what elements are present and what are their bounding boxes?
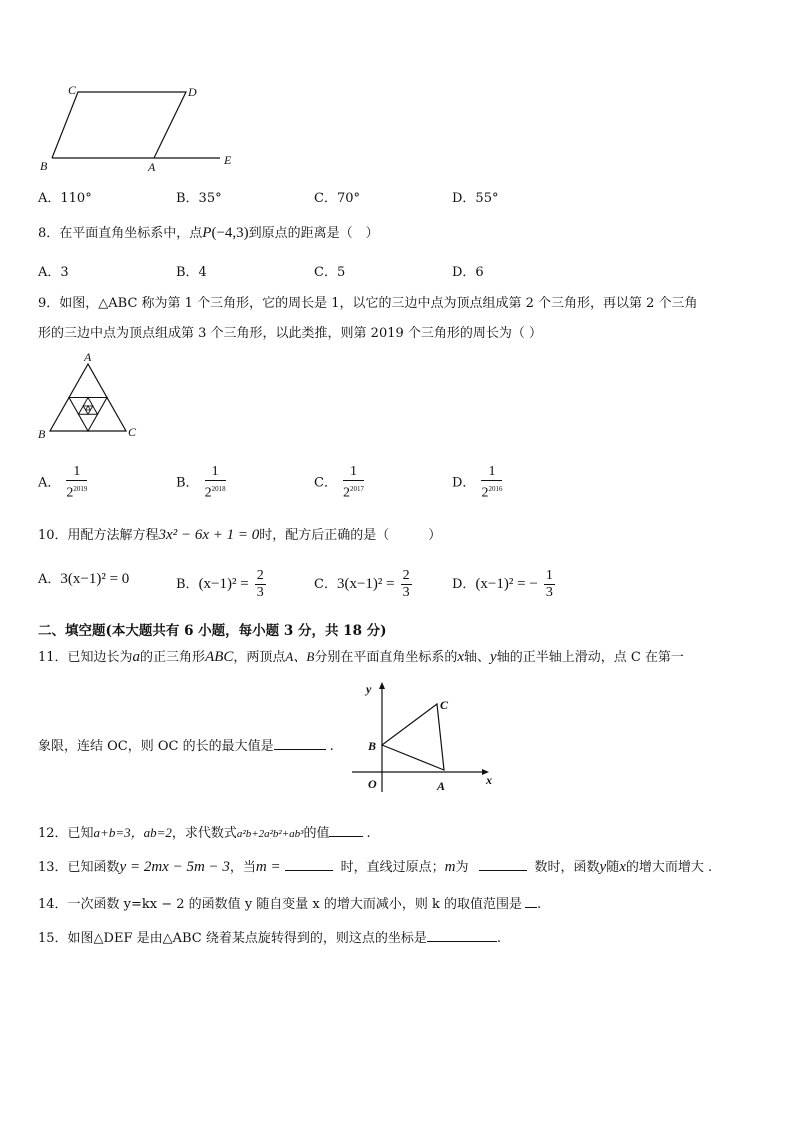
q11-text-g: 分别在平面直角坐标系的 [314, 650, 458, 665]
q15-answer-blank[interactable] [427, 929, 497, 942]
q8-text: 8．在平面直角坐标系中，点 [38, 226, 203, 241]
q13-text-mid2: 时，直线过原点； [340, 860, 445, 875]
q10-option-b-label: B． [176, 577, 199, 592]
q9-option-c [314, 464, 364, 502]
q11-text-c: 的正三角形 [140, 650, 206, 665]
q13-text-mid4: 数时，函数 [534, 860, 600, 875]
q8-point-coords: (−4,3) [211, 225, 249, 241]
question-10 [38, 524, 441, 544]
q8-text-end: 到原点的距离是（ ） [248, 226, 379, 241]
q11-text-a: 11．已知边长为 [38, 650, 133, 665]
q13-var-y: y [599, 859, 607, 875]
q11-line-1 [38, 646, 684, 666]
q15-end: . [496, 931, 502, 946]
q9-option-c-fraction [343, 464, 364, 502]
question-8 [38, 222, 379, 242]
q13-text-mid1: ，当 [229, 860, 256, 875]
q12-expression: a²b+2a²b²+ab³ [236, 828, 304, 840]
q10-option-a-expr: 3(x−1)² = 0 [60, 571, 130, 587]
q13-function: y = 2mx − 5m − 3 [119, 859, 230, 875]
label-e: E [224, 153, 232, 167]
q11-line-2-text: 象限，连结 OC，则 OC 的长的最大值是 [38, 739, 274, 754]
q12-end: . [366, 826, 371, 841]
q13-answer-blank-1[interactable] [285, 858, 333, 871]
q9-line-1: 9．如图，△ABC 称为第 1 个三角形，它的周长是 1，以它的三边中点为顶点组成第 2 个三角形，再以第 2 个三角 [38, 296, 698, 311]
q9-option-d-base: 2 [481, 485, 489, 501]
q10-text: 10．用配方法解方程 [38, 528, 159, 543]
q11-end: . [329, 739, 334, 754]
q9-option-c-base: 2 [342, 485, 350, 501]
q10-option-a [38, 568, 129, 588]
q9-option-d-exp: 2016 [488, 485, 503, 493]
q8-option-b: B．4 [176, 265, 207, 280]
q10-option-d-num: 1 [545, 568, 553, 583]
q9-option-c-exp: 2017 [349, 485, 364, 493]
label-y: y [366, 682, 372, 696]
q9-option-b [176, 464, 226, 502]
q12-text-mid: ，求代数式 [171, 826, 237, 841]
q10-option-a-label: A． [38, 572, 61, 587]
q10-option-c [314, 568, 412, 601]
question-12 [38, 822, 371, 841]
q10-option-b [176, 568, 266, 601]
q8-option-d: D．6 [452, 265, 484, 280]
q9-option-a [38, 464, 87, 502]
label-c: C [68, 83, 77, 97]
question-15 [38, 927, 501, 946]
question-14 [38, 893, 541, 912]
q11-text-i: 轴、 [464, 650, 491, 665]
triangle-5 [86, 406, 91, 410]
q12-condition: a+b=3，ab=2 [93, 825, 172, 840]
q10-option-c-den: 3 [402, 585, 410, 600]
q9-option-b-exp: 2018 [211, 485, 226, 493]
q11-text-k: 轴的正半轴上滑动，点 C 在第一 [496, 650, 684, 665]
q9-option-b-label: B． [176, 475, 199, 491]
q10-option-d-den: 3 [545, 585, 553, 600]
q11-line-2 [38, 735, 334, 754]
q8-option-c: C．5 [314, 265, 346, 280]
parallelogram-figure [30, 78, 250, 174]
label-a: A [437, 779, 446, 793]
q9-option-d [452, 464, 502, 502]
label-d: D [188, 85, 197, 99]
q13-text-post: 的增大而增大 . [625, 860, 713, 875]
q10-option-c-num: 2 [402, 568, 410, 583]
q14-end: . [537, 897, 542, 912]
q11-var-abc: ABC [205, 649, 234, 665]
triangle-abc [382, 704, 444, 770]
q7-option-a: A．110° [38, 191, 92, 206]
q13-text-mid5: 随 [606, 860, 620, 875]
q13-text-mid3: 为 [455, 860, 469, 875]
q10-option-d-expr: (x−1)² = − [475, 576, 538, 592]
section-2-heading: 二、填空题(本大题共有 6 小题，每小题 3 分，共 18 分) [38, 623, 387, 639]
label-b: B [38, 427, 46, 441]
q10-equation: 3x² − 6x + 1 = 0 [158, 527, 260, 543]
q10-option-d-label: D． [452, 577, 476, 592]
q11-answer-blank[interactable] [274, 737, 326, 750]
q13-answer-blank-2[interactable] [479, 858, 527, 871]
q10-option-b-den: 3 [256, 585, 264, 600]
q7-option-d: D．55° [452, 191, 499, 206]
q12-answer-blank[interactable] [329, 824, 363, 837]
nested-triangles-figure [30, 350, 150, 445]
q10-option-b-num: 2 [256, 568, 264, 583]
parallelogram-shape [52, 92, 186, 158]
q12-text: 12．已知 [38, 826, 94, 841]
q9-line-2: 形的三边中点为顶点组成第 3 个三角形，以此类推，则第 2019 个三角形的周长为（ ） [38, 326, 543, 341]
q9-option-d-fraction [481, 464, 502, 502]
coordinate-triangle-figure [348, 680, 503, 800]
label-o: O [368, 777, 377, 791]
q10-text-end: 时，配方后正确的是（ ） [259, 528, 442, 543]
q11-text-e: ，两顶点 [233, 650, 286, 665]
q15-text: 15．如图△DEF 是由△ABC 绕着某点旋转得到的，则这点的坐标是 [38, 931, 427, 946]
label-b: B [368, 739, 377, 753]
q9-option-b-num: 1 [205, 464, 226, 481]
q13-var-m: m [444, 859, 456, 875]
q9-option-a-exp: 2019 [73, 485, 88, 493]
q8-point-name: P [202, 225, 212, 241]
q11-var-a: a [132, 649, 141, 665]
q13-text: 13．已知函数 [38, 860, 120, 875]
q9-option-b-base: 2 [204, 485, 212, 501]
q10-option-c-fraction [401, 568, 412, 601]
label-a: A [84, 350, 92, 364]
q9-option-a-num: 1 [66, 464, 87, 481]
label-c: C [440, 698, 449, 712]
q9-option-d-num: 1 [481, 464, 502, 481]
q8-option-a: A．3 [38, 265, 69, 280]
q9-option-d-label: D． [452, 475, 476, 491]
q12-text-post: 的值 [303, 826, 330, 841]
q11-var-y: y [490, 649, 497, 665]
q14-answer-blank[interactable] [525, 895, 537, 908]
label-c: C [128, 425, 137, 439]
q9-option-a-base: 2 [66, 485, 74, 501]
q9-option-c-num: 1 [343, 464, 364, 481]
q11-var-x: x [457, 649, 464, 665]
q13-var-x: x [619, 859, 626, 875]
q9-option-c-label: C． [314, 475, 337, 491]
label-x: x [486, 773, 492, 787]
y-axis-arrow [379, 682, 385, 689]
label-a: A [148, 160, 156, 174]
q9-option-a-fraction [66, 464, 87, 502]
q7-option-b: B．35° [176, 191, 222, 206]
q10-option-b-fraction [255, 568, 266, 601]
q10-option-c-expr: 3(x−1)² = [336, 576, 395, 592]
q10-option-b-expr: (x−1)² = [198, 576, 249, 592]
q10-option-d-fraction [544, 568, 555, 601]
q10-option-c-label: C． [314, 577, 337, 592]
q7-option-c: C．70° [314, 191, 360, 206]
question-13 [38, 856, 712, 876]
q9-option-a-label: A． [38, 475, 61, 491]
q10-option-d [452, 568, 555, 601]
label-b: B [40, 159, 48, 173]
q9-option-b-fraction [205, 464, 226, 502]
q11-var-ab: A、B [285, 649, 315, 664]
q13-m-equals: m = [255, 859, 281, 875]
q14-text: 14．一次函数 y=kx − 2 的函数值 y 随自变量 x 的增大而减小，则 k 的取值范围是 [38, 897, 523, 912]
